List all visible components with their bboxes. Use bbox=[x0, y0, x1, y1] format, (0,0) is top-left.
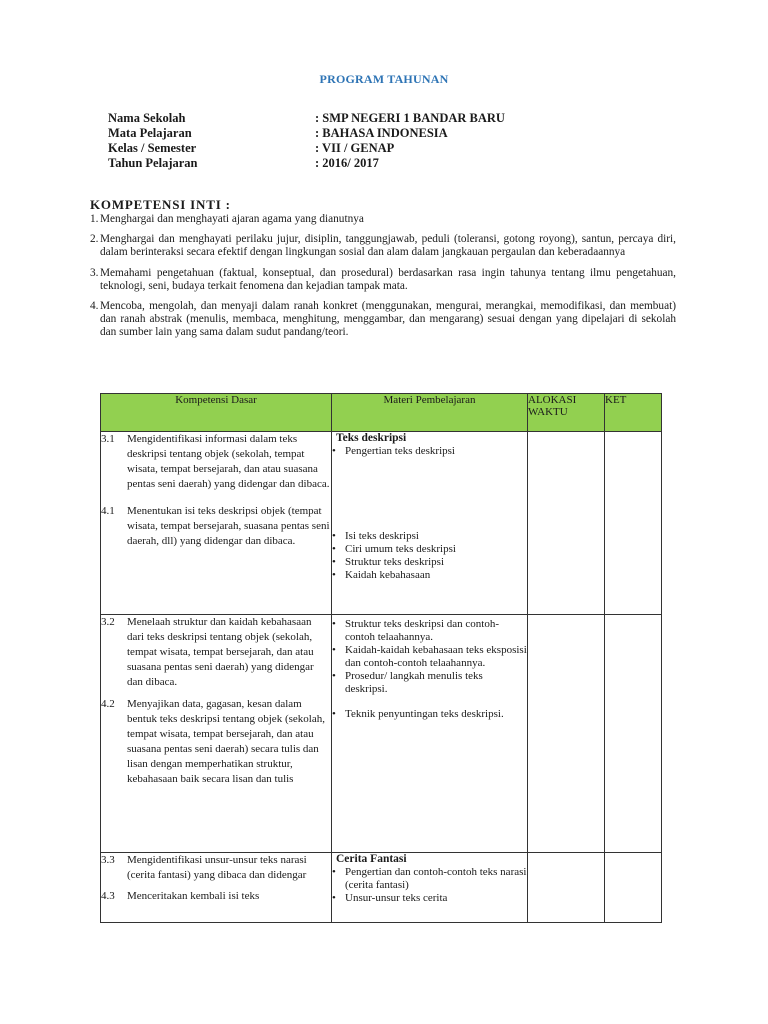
material-cell bbox=[332, 432, 528, 615]
material-heading: Cerita Fantasi bbox=[336, 853, 407, 865]
competence-cell bbox=[101, 432, 332, 615]
competence-text: Menyajikan data, gagasan, kesan dalam bentuk teks deskripsi tentang objek (sekolah, tempat wisata, tempat bersejarah, dan atau suasana pentas seni daerah) secara tulis dan lisan dengan memperhatikan struktur, kebahasaan baik secara lisan dan tulis bbox=[127, 698, 325, 785]
list-item bbox=[332, 892, 527, 905]
material-list bbox=[332, 618, 527, 696]
item-text: Memahami pengetahuan (faktual, konseptual, dan prosedural) berdasarkan rasa ingin tahunya tentang ilmu pengetahuan, teknologi, seni, budaya terkait fenomena dan kejadian tampak mata. bbox=[100, 266, 676, 292]
bullet-icon: • bbox=[332, 445, 336, 457]
material-text: Pengertian dan contoh-contoh teks narasi (cerita fantasi) bbox=[345, 866, 527, 891]
info-value: : VII / GENAP bbox=[315, 141, 395, 155]
header-kompetensi-dasar: Kompetensi Dasar bbox=[101, 394, 332, 432]
list-item bbox=[332, 445, 527, 458]
competence-item bbox=[101, 853, 331, 883]
list-item bbox=[332, 644, 527, 670]
item-text: Menghargai dan menghayati ajaran agama yang dianutnya bbox=[100, 213, 364, 225]
school-info bbox=[108, 111, 505, 171]
item-text: Mencoba, mengolah, dan menyaji dalam ranah konkret (menggunakan, mengurai, merangkai, memodifikasi, dan membuat) dan ranah abstrak (menulis, membaca, menghitung, menggambar, dan mengarang) sesuai dengan yang dipelajari di sekolah dan sumber lain yang sama dalam sudut pandang/teori. bbox=[100, 300, 676, 339]
bullet-icon: • bbox=[332, 618, 336, 630]
info-value: : 2016/ 2017 bbox=[315, 156, 379, 170]
competence-number: 4.3 bbox=[101, 890, 115, 902]
info-row-year bbox=[108, 156, 505, 171]
table-header-row bbox=[101, 394, 662, 432]
core-competence-list bbox=[90, 213, 676, 347]
competence-number: 3.1 bbox=[101, 433, 115, 445]
material-text: Struktur teks deskripsi bbox=[345, 556, 444, 568]
bullet-icon: • bbox=[332, 866, 336, 878]
note-cell bbox=[605, 615, 662, 853]
material-list bbox=[332, 445, 527, 458]
competence-item bbox=[101, 615, 331, 690]
competence-item bbox=[101, 432, 331, 492]
material-heading: Teks deskripsi bbox=[336, 432, 407, 444]
info-value: : BAHASA INDONESIA bbox=[315, 126, 448, 140]
material-list bbox=[332, 708, 527, 721]
list-item bbox=[332, 569, 527, 582]
list-item bbox=[332, 866, 527, 892]
item-number: 4. bbox=[90, 300, 99, 313]
competence-number: 3.3 bbox=[101, 854, 115, 866]
info-row-subject bbox=[108, 126, 505, 141]
competence-number: 3.2 bbox=[101, 616, 115, 628]
material-cell bbox=[332, 615, 528, 853]
table-row bbox=[101, 432, 662, 615]
list-item bbox=[332, 618, 527, 644]
bullet-icon: • bbox=[332, 644, 336, 656]
bullet-icon: • bbox=[332, 530, 336, 542]
core-competence-heading: KOMPETENSI INTI : bbox=[90, 197, 231, 212]
material-text: Teknik penyuntingan teks deskripsi. bbox=[345, 708, 504, 720]
item-text: Menghargai dan menghayati perilaku jujur, disiplin, tanggungjawab, peduli (toleransi, gotong royong), santun, percaya diri, dalam berinteraksi secara efektif dengan lingkungan sosial dan alam dalam jangkauan pergaulan dan keberadaannya bbox=[100, 233, 676, 259]
table-row bbox=[101, 615, 662, 853]
document-title: PROGRAM TAHUNAN bbox=[319, 72, 449, 86]
list-item bbox=[332, 556, 527, 569]
info-value: : SMP NEGERI 1 BANDAR BARU bbox=[315, 111, 505, 125]
list-item bbox=[332, 708, 527, 721]
competence-table bbox=[100, 393, 662, 923]
item-number: 2. bbox=[90, 233, 99, 246]
material-text: Pengertian teks deskripsi bbox=[345, 445, 455, 457]
allocation-cell bbox=[528, 853, 605, 923]
info-label: Kelas / Semester bbox=[108, 141, 197, 155]
material-text: Kaidah-kaidah kebahasaan teks eksposisi dan contoh-contoh telaahannya. bbox=[345, 644, 527, 669]
table-row bbox=[101, 853, 662, 923]
item-number: 1. bbox=[90, 213, 99, 225]
info-label: Tahun Pelajaran bbox=[108, 156, 198, 170]
material-text: Ciri umum teks deskripsi bbox=[345, 543, 456, 555]
competence-text: Menceritakan kembali isi teks bbox=[127, 890, 260, 902]
list-item bbox=[332, 530, 527, 543]
core-competence-item bbox=[90, 300, 676, 340]
note-cell bbox=[605, 432, 662, 615]
material-text: Isi teks deskripsi bbox=[345, 530, 419, 542]
note-cell bbox=[605, 853, 662, 923]
competence-cell bbox=[101, 853, 332, 923]
material-cell bbox=[332, 853, 528, 923]
competence-number: 4.2 bbox=[101, 698, 115, 710]
competence-text: Menentukan isi teks deskripsi objek (tempat wisata, tempat bersejarah, suasana pentas seni daerah, dll) yang didengar dan dibaca. bbox=[127, 505, 330, 547]
allocation-cell bbox=[528, 615, 605, 853]
info-row-school bbox=[108, 111, 505, 126]
bullet-icon: • bbox=[332, 892, 336, 904]
competence-number: 4.1 bbox=[101, 505, 115, 517]
competence-item bbox=[101, 504, 331, 549]
competence-text: Menelaah struktur dan kaidah kebahasaan dari teks deskripsi tentang objek (sekolah, tempat wisata, tempat bersejarah, dan atau suasana pentas seni daerah) yang didengar dan dibaca. bbox=[127, 616, 314, 688]
info-label: Nama Sekolah bbox=[108, 111, 186, 125]
material-text: Unsur-unsur teks cerita bbox=[345, 892, 448, 904]
competence-text: Mengidentifikasi informasi dalam teks deskripsi tentang objek (sekolah, tempat wisata, tempat bersejarah, dan atau suasana pentas seni daerah) yang didengar dan dibaca. bbox=[127, 433, 330, 490]
list-item bbox=[332, 543, 527, 556]
item-number: 3. bbox=[90, 266, 99, 279]
bullet-icon: • bbox=[332, 708, 336, 720]
list-item bbox=[332, 670, 527, 696]
material-text: Prosedur/ langkah menulis teks deskripsi. bbox=[345, 670, 483, 695]
core-competence-item bbox=[90, 233, 676, 259]
material-text: Kaidah kebahasaan bbox=[345, 569, 431, 581]
bullet-icon: • bbox=[332, 543, 336, 555]
allocation-cell bbox=[528, 432, 605, 615]
header-materi: Materi Pembelajaran bbox=[332, 394, 528, 432]
competence-item bbox=[101, 697, 331, 787]
competence-cell bbox=[101, 615, 332, 853]
material-text: Struktur teks deskripsi dan contoh-contoh telaahannya. bbox=[345, 618, 499, 643]
header-alokasi-waktu: ALOKASI WAKTU bbox=[528, 394, 605, 432]
competence-text: Mengidentifikasi unsur-unsur teks narasi (cerita fantasi) yang dibaca dan didengar bbox=[127, 854, 307, 881]
competence-item bbox=[101, 889, 331, 904]
info-row-class bbox=[108, 141, 505, 156]
bullet-icon: • bbox=[332, 569, 336, 581]
bullet-icon: • bbox=[332, 670, 336, 682]
material-list bbox=[332, 866, 527, 905]
material-list bbox=[332, 530, 527, 582]
core-competence-item bbox=[90, 213, 676, 226]
bullet-icon: • bbox=[332, 556, 336, 568]
header-ket: KET bbox=[605, 394, 662, 432]
core-competence-item bbox=[90, 267, 676, 293]
info-label: Mata Pelajaran bbox=[108, 126, 192, 140]
